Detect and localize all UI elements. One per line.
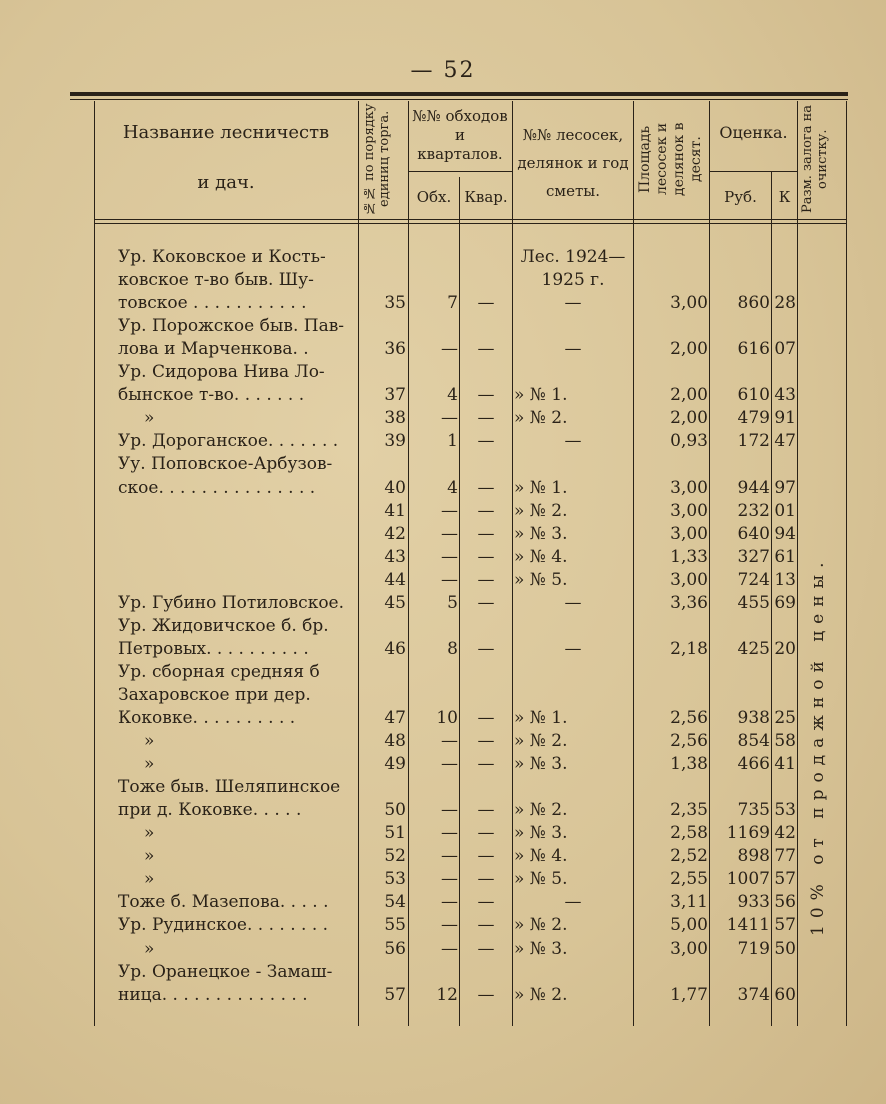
cell-kv: — bbox=[477, 431, 495, 452]
cell-name: при д. Коковке. . . . . bbox=[118, 800, 302, 821]
cell-area: 2,56 bbox=[670, 731, 708, 752]
cell-les: — bbox=[564, 892, 582, 913]
cell-name: Ур. Губино Потиловское. bbox=[118, 592, 345, 613]
cell-name: Тоже б. Мазепова. . . . . bbox=[118, 892, 329, 913]
cell-num: 47 bbox=[384, 708, 406, 728]
cell-kv: — bbox=[477, 546, 495, 567]
table-row bbox=[0, 546, 886, 569]
cell-kv: — bbox=[477, 523, 495, 544]
cell-kv: — bbox=[477, 385, 495, 406]
cell-rub: 232 bbox=[737, 500, 770, 521]
table-row bbox=[0, 246, 886, 269]
cell-num: 37 bbox=[384, 385, 406, 406]
table-row bbox=[0, 315, 886, 338]
table-row bbox=[0, 661, 886, 684]
cell-name: Захаровское при дер. bbox=[118, 684, 311, 705]
table-row bbox=[0, 523, 886, 546]
cell-num: 50 bbox=[384, 800, 406, 821]
page-number: — 52 bbox=[410, 58, 476, 83]
cell-area: 2,35 bbox=[670, 800, 708, 821]
cell-kv: — bbox=[477, 408, 495, 429]
cell-obh: — bbox=[441, 731, 458, 752]
cell-rub: 735 bbox=[737, 800, 770, 821]
cell-name: Ур. Жидовичское б. бр. bbox=[118, 615, 329, 636]
cell-name: Ур. Коковское и Кость- bbox=[118, 247, 326, 267]
cell-name: Уу. Поповское-Арбузов- bbox=[118, 454, 333, 475]
cell-num: 46 bbox=[384, 638, 406, 659]
cell-name: » bbox=[144, 823, 155, 844]
table-row bbox=[0, 477, 886, 500]
cell-obh: — bbox=[441, 569, 458, 590]
cell-obh: — bbox=[441, 408, 458, 429]
cell-kop: 94 bbox=[774, 523, 796, 544]
cell-kop: 47 bbox=[774, 431, 796, 452]
cell-kv: — bbox=[477, 731, 495, 752]
cell-area: 3,36 bbox=[670, 592, 708, 613]
cell-kv: — bbox=[477, 938, 495, 959]
cell-kv: — bbox=[477, 869, 495, 890]
cell-name: Ур. Сидорова Нива Ло- bbox=[118, 362, 325, 383]
cell-les: — bbox=[564, 293, 582, 314]
cell-kop: 50 bbox=[774, 938, 796, 959]
cell-num: 57 bbox=[384, 984, 406, 1005]
cell-kop: 97 bbox=[774, 477, 796, 498]
cell-kop: 41 bbox=[774, 754, 796, 775]
table-row bbox=[0, 707, 886, 730]
cell-rub: 1007 bbox=[726, 869, 770, 890]
cell-les: » № 1. bbox=[514, 385, 568, 406]
cell-obh: — bbox=[441, 546, 458, 567]
top-rule-thin bbox=[70, 99, 848, 100]
cell-rub: 327 bbox=[737, 546, 770, 567]
cell-les: » № 2. bbox=[514, 731, 568, 752]
cell-kop: 25 bbox=[774, 708, 796, 728]
table-row bbox=[0, 776, 886, 799]
table-row bbox=[0, 753, 886, 776]
cell-kop: 42 bbox=[774, 823, 796, 844]
cell-kop: 07 bbox=[774, 339, 796, 360]
cell-rub: 724 bbox=[737, 569, 770, 590]
cell-obh: — bbox=[441, 823, 458, 844]
cell-num: 40 bbox=[384, 477, 406, 498]
cell-rub: 938 bbox=[737, 708, 770, 728]
cell-num: 43 bbox=[384, 546, 406, 567]
cell-name: лова и Марченкова. . bbox=[118, 339, 309, 360]
cell-name: » bbox=[144, 731, 155, 752]
cell-obh: 5 bbox=[447, 592, 458, 613]
cell-les: » № 2. bbox=[514, 500, 568, 521]
cell-les: » № 1. bbox=[514, 708, 568, 728]
cell-rub: 854 bbox=[737, 731, 770, 752]
cell-name: товское . . . . . . . . . . . bbox=[118, 293, 307, 314]
cell-obh: 12 bbox=[436, 984, 458, 1005]
table-row bbox=[0, 845, 886, 868]
cell-name: бынское т-во. . . . . . . bbox=[118, 385, 305, 406]
cell-area: 3,00 bbox=[670, 477, 708, 498]
cell-rub: 425 bbox=[737, 638, 770, 659]
table-row bbox=[0, 868, 886, 891]
table-row bbox=[0, 638, 886, 661]
cell-num: 38 bbox=[384, 408, 406, 429]
cell-les: » № 2. bbox=[514, 800, 568, 821]
table-row bbox=[0, 961, 886, 984]
cell-area: 1,38 bbox=[670, 754, 708, 775]
cell-kop: 28 bbox=[774, 293, 796, 314]
table-row bbox=[0, 569, 886, 592]
cell-obh: — bbox=[441, 869, 458, 890]
cell-les: » № 3. bbox=[514, 823, 568, 844]
header-obh: Обх. bbox=[416, 188, 452, 206]
cell-les: » № 4. bbox=[514, 546, 568, 567]
header-subrule bbox=[408, 171, 512, 172]
cell-kop: 77 bbox=[774, 846, 796, 867]
cell-area: 2,56 bbox=[670, 708, 708, 728]
cell-kop: 43 bbox=[774, 385, 796, 406]
cell-kv: — bbox=[477, 592, 495, 613]
cell-num: 55 bbox=[384, 915, 406, 936]
cell-num: 41 bbox=[384, 500, 406, 521]
cell-rub: 719 bbox=[737, 938, 770, 959]
header-lesoseki: №№ лесосек, делянок и год сметы. bbox=[517, 126, 629, 200]
cell-rub: 933 bbox=[737, 892, 770, 913]
cell-num: 54 bbox=[384, 892, 406, 913]
forestry-table bbox=[0, 101, 886, 1031]
cell-name: Ур. Дороганское. . . . . . . bbox=[118, 431, 339, 452]
cell-kop: 57 bbox=[774, 915, 796, 936]
cell-kv: — bbox=[477, 800, 495, 821]
cell-name: Ур. Рудинское. . . . . . . . bbox=[118, 915, 329, 936]
header-ocenka: Оценка. bbox=[719, 123, 788, 142]
header-subrule bbox=[709, 171, 797, 172]
cell-kv: — bbox=[477, 823, 495, 844]
cell-les: — bbox=[564, 339, 582, 360]
cell-obh: — bbox=[441, 523, 458, 544]
cell-num: 52 bbox=[384, 846, 406, 867]
cell-kv: — bbox=[477, 708, 495, 728]
header-obhody: №№ обходов и кварталов. bbox=[412, 107, 508, 163]
cell-num: 36 bbox=[384, 339, 406, 360]
cell-num: 51 bbox=[384, 823, 406, 844]
cell-kop: 56 bbox=[774, 892, 796, 913]
cell-num: 44 bbox=[384, 569, 406, 590]
cell-les: » № 3. bbox=[514, 523, 568, 544]
cell-area: 2,00 bbox=[670, 385, 708, 406]
header-bottom-rule2 bbox=[94, 223, 846, 224]
cell-rub: 479 bbox=[737, 408, 770, 429]
cell-les: » № 2. bbox=[514, 408, 568, 429]
table-row bbox=[0, 822, 886, 845]
cell-les: » № 3. bbox=[514, 754, 568, 775]
cell-area: 2,00 bbox=[670, 339, 708, 360]
table-row bbox=[0, 430, 886, 453]
header-bottom-rule bbox=[94, 219, 846, 220]
table-row bbox=[0, 914, 886, 937]
cell-rub: 610 bbox=[737, 385, 770, 406]
table-row bbox=[0, 938, 886, 961]
cell-kop: 58 bbox=[774, 731, 796, 752]
header-kvar: Квар. bbox=[464, 188, 508, 206]
cell-les: 1925 г. bbox=[541, 270, 605, 291]
table-row bbox=[0, 500, 886, 523]
cell-les: — bbox=[564, 638, 582, 659]
table-row bbox=[0, 684, 886, 707]
cell-les: » № 2. bbox=[514, 984, 568, 1005]
header-kop: К bbox=[778, 188, 791, 206]
cell-kv: — bbox=[477, 339, 495, 360]
cell-name: Тоже быв. Шеляпинское bbox=[118, 777, 341, 798]
cell-name: » bbox=[144, 869, 155, 890]
cell-name: » bbox=[144, 938, 155, 959]
cell-kv: — bbox=[477, 892, 495, 913]
table-row bbox=[0, 338, 886, 361]
cell-area: 2,58 bbox=[670, 823, 708, 844]
cell-les: — bbox=[564, 592, 582, 613]
cell-area: 1,77 bbox=[670, 984, 708, 1005]
cell-area: 3,11 bbox=[670, 892, 708, 913]
cell-kv: — bbox=[477, 500, 495, 521]
cell-name: ское. . . . . . . . . . . . . . . bbox=[118, 477, 316, 498]
cell-les: Лес. 1924— bbox=[520, 247, 626, 267]
table-row bbox=[0, 891, 886, 914]
cell-name: Коковке. . . . . . . . . . bbox=[118, 708, 296, 728]
cell-obh: — bbox=[441, 938, 458, 959]
cell-kop: 53 bbox=[774, 800, 796, 821]
cell-num: 53 bbox=[384, 869, 406, 890]
cell-kop: 60 bbox=[774, 984, 796, 1005]
cell-area: 2,55 bbox=[670, 869, 708, 890]
cell-kop: 20 bbox=[774, 638, 796, 659]
cell-obh: — bbox=[441, 892, 458, 913]
cell-rub: 944 bbox=[737, 477, 770, 498]
cell-rub: 898 bbox=[737, 846, 770, 867]
cell-obh: — bbox=[441, 846, 458, 867]
cell-kop: 61 bbox=[774, 546, 796, 567]
cell-area: 3,00 bbox=[670, 569, 708, 590]
cell-obh: 4 bbox=[447, 385, 458, 406]
cell-les: » № 5. bbox=[514, 869, 568, 890]
cell-num: 39 bbox=[384, 431, 406, 452]
cell-kv: — bbox=[477, 477, 495, 498]
cell-obh: 10 bbox=[436, 708, 458, 728]
table-row bbox=[0, 984, 886, 1007]
cell-obh: — bbox=[441, 915, 458, 936]
cell-num: 42 bbox=[384, 523, 406, 544]
table-row bbox=[0, 269, 886, 292]
cell-kop: 57 bbox=[774, 869, 796, 890]
table-row bbox=[0, 292, 886, 315]
cell-les: — bbox=[564, 431, 582, 452]
cell-rub: 640 bbox=[737, 523, 770, 544]
cell-name: Ур. Порожское быв. Пав- bbox=[118, 316, 345, 337]
table-row bbox=[0, 799, 886, 822]
cell-area: 2,00 bbox=[670, 408, 708, 429]
cell-area: 0,93 bbox=[670, 431, 708, 452]
cell-kop: 13 bbox=[774, 569, 796, 590]
cell-kv: — bbox=[477, 846, 495, 867]
cell-name: Ур. сборная средняя б bbox=[118, 661, 320, 682]
cell-area: 2,18 bbox=[670, 638, 708, 659]
cell-les: » № 2. bbox=[514, 915, 568, 936]
cell-rub: 616 bbox=[737, 339, 770, 360]
header-deposit: Разм. залога на очистку. bbox=[800, 105, 830, 213]
cell-les: » № 1. bbox=[514, 477, 568, 498]
cell-name: ковское т-во быв. Шу- bbox=[118, 270, 314, 291]
cell-rub: 1169 bbox=[726, 823, 770, 844]
cell-num: 56 bbox=[384, 938, 406, 959]
cell-obh: 7 bbox=[447, 293, 458, 314]
cell-kv: — bbox=[477, 984, 495, 1005]
cell-num: 35 bbox=[384, 293, 406, 314]
cell-num: 48 bbox=[384, 731, 406, 752]
cell-les: » № 5. bbox=[514, 569, 568, 590]
table-row bbox=[0, 407, 886, 430]
cell-kop: 01 bbox=[774, 500, 796, 521]
table-row bbox=[0, 592, 886, 615]
cell-obh: — bbox=[441, 754, 458, 775]
cell-area: 3,00 bbox=[670, 500, 708, 521]
table-row bbox=[0, 384, 886, 407]
cell-kv: — bbox=[477, 569, 495, 590]
cell-name: » bbox=[144, 408, 155, 429]
cell-num: 45 bbox=[384, 592, 406, 613]
cell-rub: 860 bbox=[737, 293, 770, 314]
cell-name: » bbox=[144, 846, 155, 867]
cell-kv: — bbox=[477, 915, 495, 936]
cell-obh: 4 bbox=[447, 477, 458, 498]
cell-area: 1,33 bbox=[670, 546, 708, 567]
cell-rub: 466 bbox=[737, 754, 770, 775]
cell-area: 3,00 bbox=[670, 293, 708, 314]
cell-area: 5,00 bbox=[670, 915, 708, 936]
cell-kv: — bbox=[477, 638, 495, 659]
cell-kop: 69 bbox=[774, 592, 796, 613]
top-rule bbox=[70, 92, 848, 96]
cell-kv: — bbox=[477, 293, 495, 314]
cell-obh: — bbox=[441, 339, 458, 360]
cell-rub: 1411 bbox=[726, 915, 770, 936]
header-area: Площадь лесосек и делянок в десят. bbox=[637, 122, 704, 196]
cell-les: » № 4. bbox=[514, 846, 568, 867]
cell-name: Ур. Оранецкое - Замаш- bbox=[118, 961, 333, 982]
header-rub: Руб. bbox=[724, 188, 757, 206]
table-row bbox=[0, 615, 886, 638]
header-name-line2: и дач. bbox=[197, 172, 255, 193]
cell-name: ница. . . . . . . . . . . . . . bbox=[118, 984, 308, 1005]
header-lot-order: №№ по порядку единиц торга. bbox=[362, 103, 392, 215]
cell-rub: 172 bbox=[737, 431, 770, 452]
table-row bbox=[0, 453, 886, 476]
cell-num: 49 bbox=[384, 754, 406, 775]
deposit-note: 10% от продажной цены. bbox=[808, 555, 828, 937]
cell-name: » bbox=[144, 754, 155, 775]
cell-obh: — bbox=[441, 500, 458, 521]
cell-area: 3,00 bbox=[670, 523, 708, 544]
cell-area: 3,00 bbox=[670, 938, 708, 959]
cell-rub: 455 bbox=[737, 592, 770, 613]
table-row bbox=[0, 730, 886, 753]
cell-obh: 1 bbox=[447, 431, 458, 452]
cell-kv: — bbox=[477, 754, 495, 775]
cell-area: 2,52 bbox=[670, 846, 708, 867]
table-row bbox=[0, 361, 886, 384]
cell-name: Петровых. . . . . . . . . . bbox=[118, 638, 309, 659]
cell-rub: 374 bbox=[737, 984, 770, 1005]
cell-obh: 8 bbox=[447, 638, 458, 659]
header-name-line1: Название лесничеств bbox=[122, 122, 330, 143]
cell-les: » № 3. bbox=[514, 938, 568, 959]
cell-kop: 91 bbox=[774, 408, 796, 429]
cell-obh: — bbox=[441, 800, 458, 821]
